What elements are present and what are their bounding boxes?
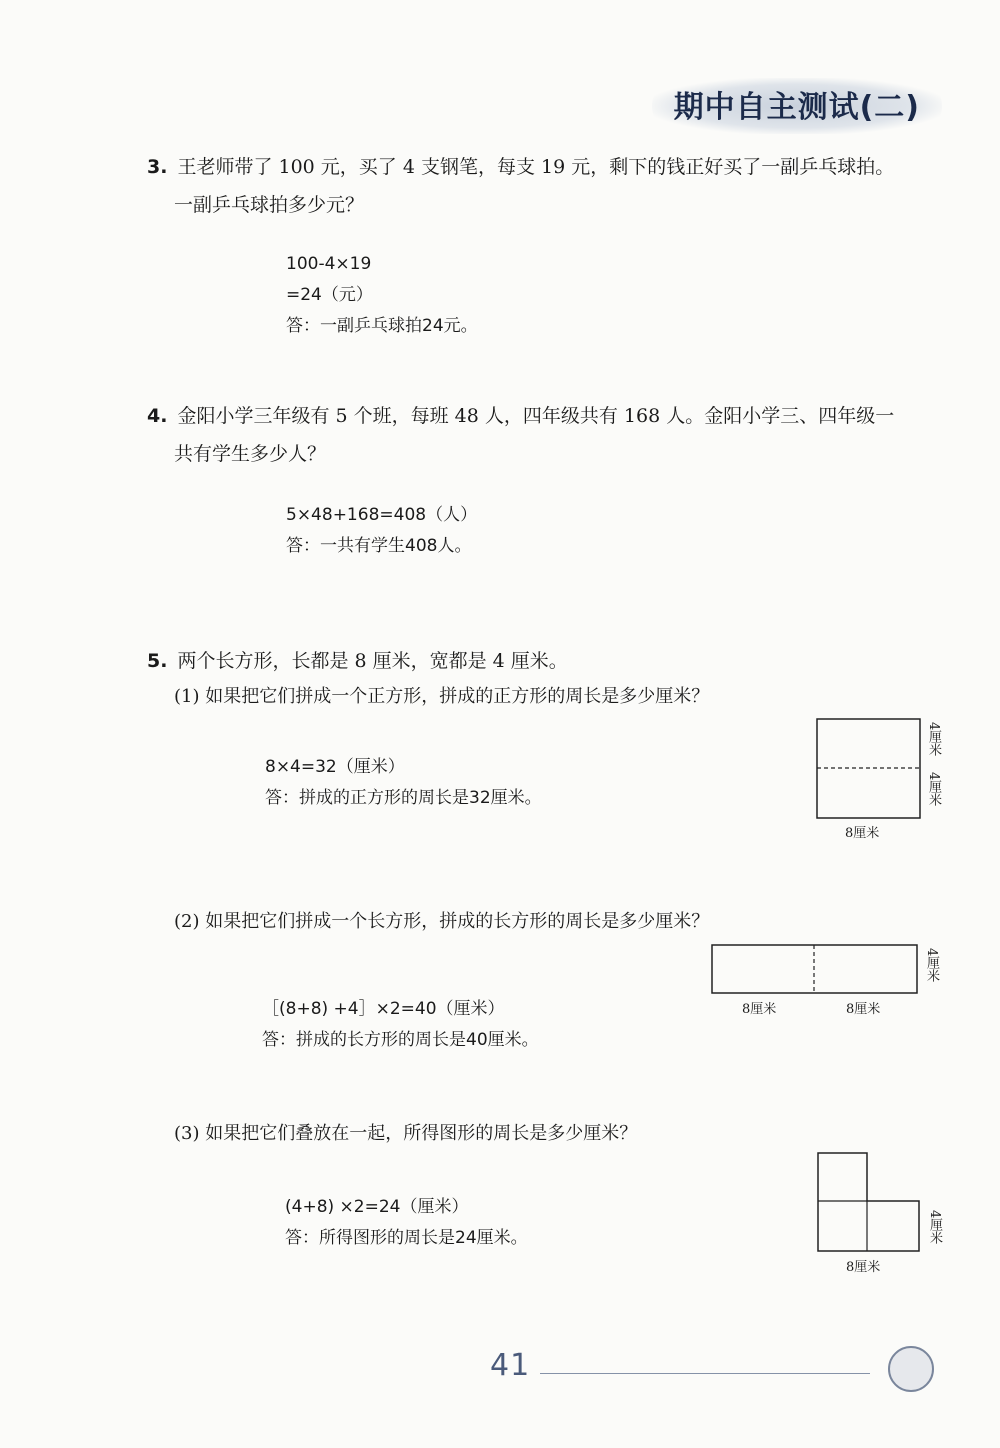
question-text-cont: 共有学生多少人？ <box>174 443 327 465</box>
question-5 <box>147 642 568 680</box>
answer-5-2 <box>262 994 539 1056</box>
square-side-label-top: 4厘米 <box>926 722 941 757</box>
answer-line: (4+8) ×2=24（厘米） <box>285 1197 469 1217</box>
overlap-bottom-label: 8厘米 <box>846 1260 881 1275</box>
answer-line: 答：拼成的长方形的周长是40厘米。 <box>262 1030 539 1050</box>
section-title: 期中自主测试(二) <box>652 78 942 134</box>
answer-5-3 <box>285 1192 528 1254</box>
answer-4 <box>286 500 477 562</box>
mascot-icon <box>888 1346 934 1392</box>
answer-line: 100-4×19 <box>286 254 372 274</box>
rectangle-left-label: 8厘米 <box>742 1002 777 1017</box>
answer-5-1 <box>265 752 542 814</box>
answer-line: 8×4=32（厘米） <box>265 757 405 777</box>
answer-line: 答：所得图形的周长是24厘米。 <box>285 1228 528 1248</box>
answer-line: 答：一副乒乓球拍24元。 <box>286 316 478 336</box>
rectangle-right-label: 8厘米 <box>846 1002 881 1017</box>
sub-question-1: (1) 如果把它们拼成一个正方形，拼成的正方形的周长是多少厘米？ <box>174 686 710 707</box>
question-text: 金阳小学三年级有 5 个班，每班 48 人，四年级共有 168 人。金阳小学三、四年级一 <box>177 405 895 427</box>
question-text: 两个长方形，长都是 8 厘米，宽都是 4 厘米。 <box>177 650 568 672</box>
answer-line: 答：一共有学生408人。 <box>286 536 472 556</box>
page-number: 41 <box>490 1348 531 1383</box>
rectangle-figure <box>711 944 919 995</box>
question-number: 5. <box>147 650 168 672</box>
overlap-figure <box>817 1152 921 1253</box>
answer-3 <box>286 249 478 342</box>
question-text-cont: 一副乒乓球拍多少元？ <box>174 194 365 216</box>
answer-line: 答：拼成的正方形的周长是32厘米。 <box>265 788 542 808</box>
square-figure <box>816 718 922 820</box>
question-number: 4. <box>147 405 168 427</box>
overlap-side-label: 4厘米 <box>927 1210 942 1245</box>
sub-question-2: (2) 如果把它们拼成一个长方形，拼成的长方形的周长是多少厘米？ <box>174 911 710 932</box>
footer-rule <box>540 1373 870 1374</box>
rectangle-side-label: 4厘米 <box>924 948 939 983</box>
square-bottom-label: 8厘米 <box>845 826 880 841</box>
question-text: 王老师带了 100 元，买了 4 支钢笔，每支 19 元，剩下的钱正好买了一副乒乓球拍。 <box>177 156 895 178</box>
answer-line: 5×48+168=408（人） <box>286 505 478 525</box>
question-4 <box>147 397 894 473</box>
question-3 <box>147 148 894 224</box>
question-number: 3. <box>147 156 168 178</box>
sub-question-3: (3) 如果把它们叠放在一起，所得图形的周长是多少厘米？ <box>174 1123 638 1144</box>
square-side-label-bottom: 4厘米 <box>926 772 941 807</box>
answer-line: ［(8+8) +4］×2=40（厘米） <box>262 999 505 1019</box>
answer-line: =24（元） <box>286 285 373 305</box>
